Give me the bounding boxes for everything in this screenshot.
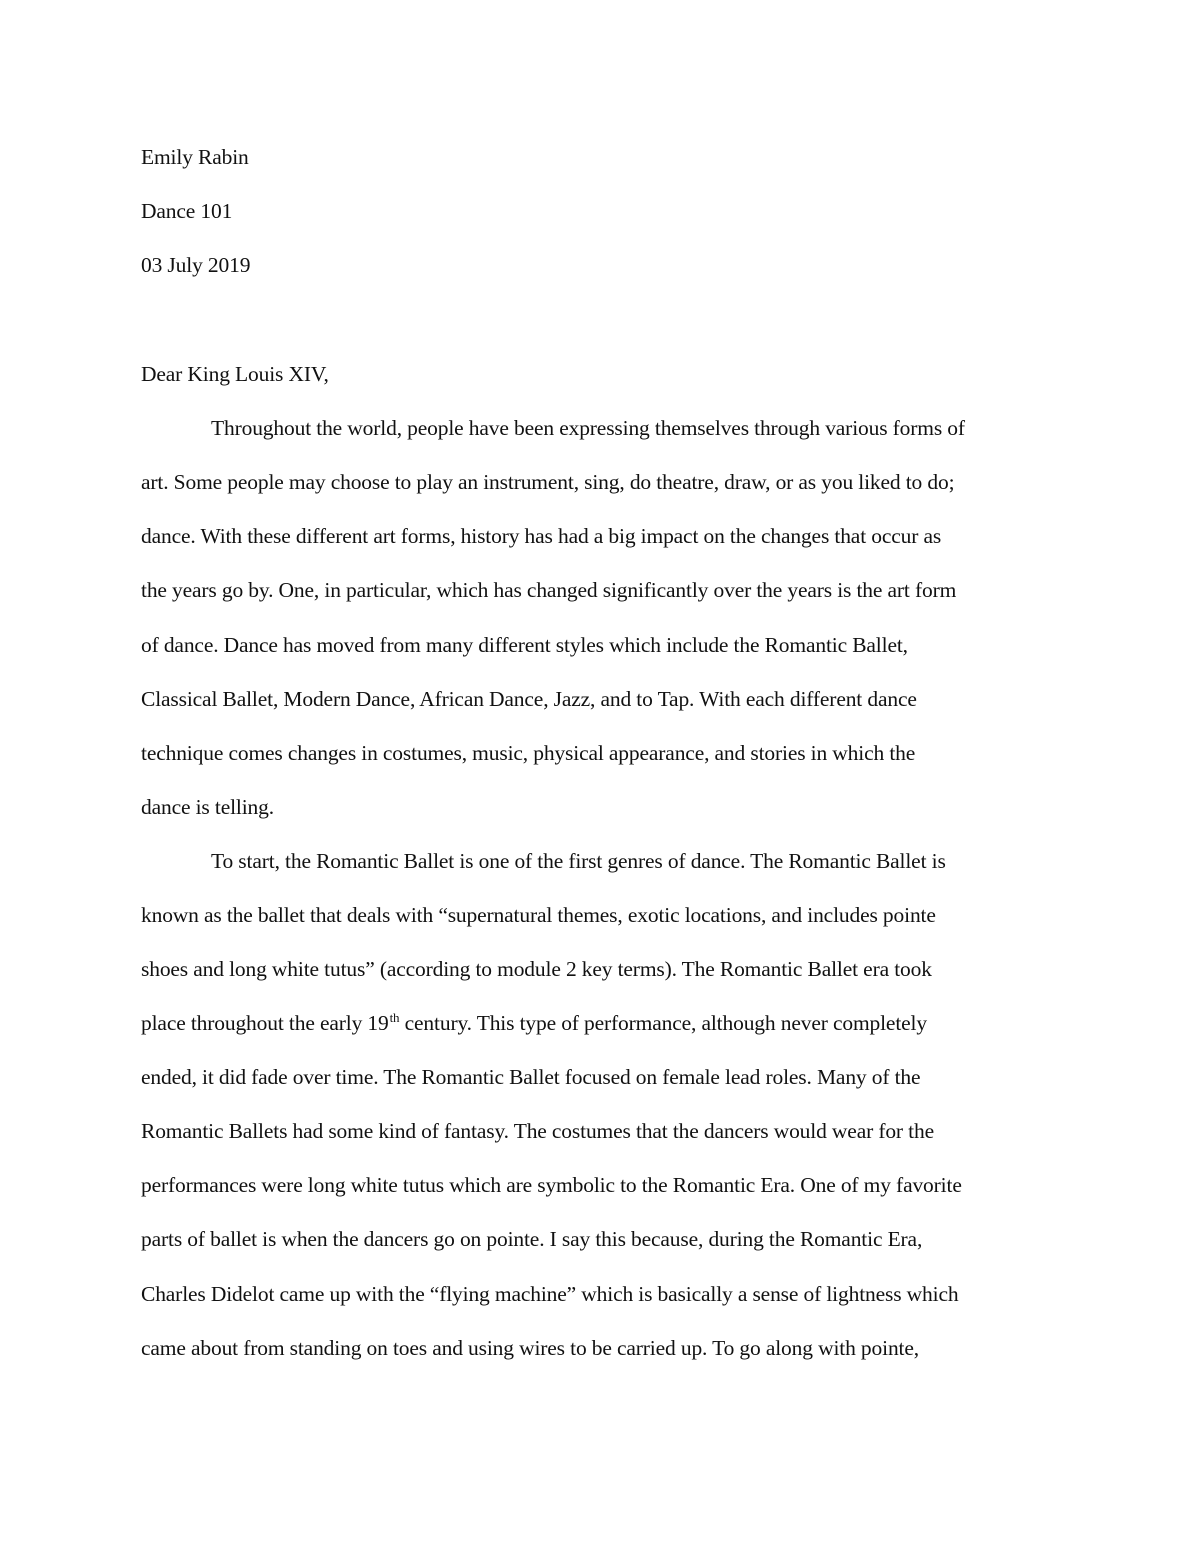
body-text-segment: place throughout the early 19 — [141, 1011, 389, 1035]
body-line: dance. With these different art forms, history has had a big impact on the changes that occur as — [141, 524, 942, 548]
body-line: shoes and long white tutus” (according to module 2 key terms). The Romantic Ballet era took — [141, 957, 932, 981]
body-line: dance is telling. — [141, 795, 274, 819]
body-line: Classical Ballet, Modern Dance, African Dance, Jazz, and to Tap. With each different dance — [141, 687, 917, 711]
body-line-with-ordinal — [141, 1009, 927, 1037]
letter-date: 03 July 2019 — [141, 253, 251, 277]
body-text-segment: century. This type of performance, although never completely — [399, 1011, 927, 1035]
author-name: Emily Rabin — [141, 145, 249, 169]
body-line: technique comes changes in costumes, music, physical appearance, and stories in which the — [141, 741, 916, 765]
body-line: To start, the Romantic Ballet is one of the first genres of dance. The Romantic Ballet is — [211, 849, 946, 873]
body-line: the years go by. One, in particular, which has changed significantly over the years is the art form — [141, 578, 957, 602]
body-line: known as the ballet that deals with “supernatural themes, exotic locations, and includes pointe — [141, 903, 936, 927]
body-line: art. Some people may choose to play an instrument, sing, do theatre, draw, or as you liked to do; — [141, 470, 955, 494]
body-line: Throughout the world, people have been expressing themselves through various forms of — [211, 416, 965, 440]
body-line: Romantic Ballets had some kind of fantasy. The costumes that the dancers would wear for the — [141, 1119, 934, 1143]
salutation: Dear King Louis XIV, — [141, 362, 329, 386]
body-line: performances were long white tutus which are symbolic to the Romantic Era. One of my favorite — [141, 1173, 962, 1197]
body-line: came about from standing on toes and using wires to be carried up. To go along with pointe, — [141, 1336, 919, 1360]
body-line: Charles Didelot came up with the “flying machine” which is basically a sense of lightness which — [141, 1282, 959, 1306]
course-name: Dance 101 — [141, 199, 233, 223]
body-line: parts of ballet is when the dancers go on pointe. I say this because, during the Romantic Era, — [141, 1227, 923, 1251]
ordinal-superscript: th — [389, 1010, 400, 1025]
body-line: of dance. Dance has moved from many different styles which include the Romantic Ballet, — [141, 633, 908, 657]
body-line: ended, it did fade over time. The Romantic Ballet focused on female lead roles. Many of the — [141, 1065, 921, 1089]
